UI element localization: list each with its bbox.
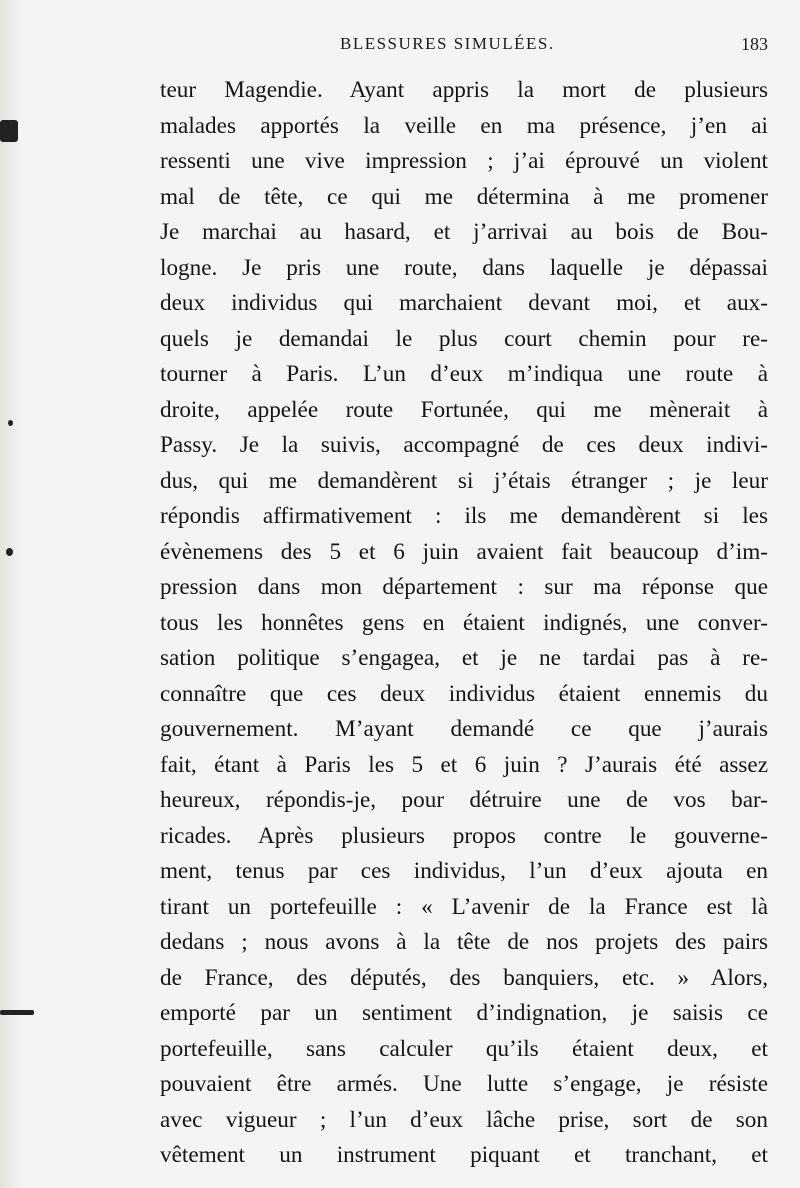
text-line: pouvaient être armés. Une lutte s’engage, je résiste (160, 1071, 768, 1097)
running-head: BLESSURES SIMULÉES. (340, 34, 555, 53)
text-line: ment, tenus par ces individus, l’un d’eux ajouta en (160, 858, 768, 884)
page-header (160, 28, 768, 64)
text-line: connaître que ces deux individus étaient ennemis du (160, 680, 768, 707)
text-line: dedans ; nous avons à la tête de nos projets des pairs (160, 929, 768, 955)
text-line: vêtement un instrument piquant et tranchant, et (160, 1142, 768, 1168)
text-line: mal de tête, ce qui me détermina à me promener (160, 183, 768, 210)
text-line: tirant un portefeuille : « L’avenir de la France est là (160, 893, 768, 920)
text-line: droite, appelée route Fortunée, qui me mènerait à (160, 396, 768, 423)
text-line: quels je demandai le plus court chemin pour re- (160, 325, 768, 352)
text-line: Je marchai au hasard, et j’arrivai au bois de Bou- (160, 219, 768, 245)
page-number: 183 (741, 34, 768, 54)
text-line: tourner à Paris. L’un d’eux m’indiqua une route à (160, 361, 768, 387)
text-line: pression dans mon département : sur ma réponse que (160, 574, 768, 600)
text-line: emporté par un sentiment d’indignation, je saisis ce (160, 1000, 768, 1026)
text-line: gouvernement. M’ayant demandé ce que j’aurais (160, 716, 768, 742)
text-line: sation politique s’engagea, et je ne tardai pas à re- (160, 645, 768, 671)
text-line: Passy. Je la suivis, accompagné de ces deux indivi- (160, 432, 768, 458)
gutter-ink-mark (0, 120, 18, 142)
gutter-ink-mark (8, 420, 13, 426)
body-text (160, 73, 768, 1174)
text-line: malades apportés la veille en ma présence, j’en ai (160, 112, 768, 139)
text-line: tous les honnêtes gens en étaient indignés, une conver- (160, 609, 768, 636)
text-line: teur Magendie. Ayant appris la mort de plusieurs (160, 77, 768, 103)
text-line: ricades. Après plusieurs propos contre le gouverne- (160, 822, 768, 849)
text-line: de France, des députés, des banquiers, etc. » Alors, (160, 964, 768, 991)
text-line: portefeuille, sans calculer qu’ils étaient deux, et (160, 1035, 768, 1062)
text-line: heureux, répondis-je, pour détruire une de vos bar- (160, 787, 768, 813)
text-line: logne. Je pris une route, dans laquelle je dépassai (160, 254, 768, 281)
text-line: dus, qui me demandèrent si j’étais étranger ; je leur (160, 467, 768, 494)
text-line: deux individus qui marchaient devant moi, et aux- (160, 290, 768, 316)
gutter-ink-mark (6, 548, 13, 556)
text-line: répondis affirmativement : ils me demandèrent si les (160, 503, 768, 529)
text-line: fait, étant à Paris les 5 et 6 juin ? J’aurais été assez (160, 751, 768, 778)
gutter-ink-mark (0, 1010, 34, 1015)
text-line: ressenti une vive impression ; j’ai éprouvé un violent (160, 148, 768, 174)
text-line: évènemens des 5 et 6 juin avaient fait beaucoup d’im- (160, 538, 768, 565)
text-line: avec vigueur ; l’un d’eux lâche prise, sort de son (160, 1106, 768, 1133)
